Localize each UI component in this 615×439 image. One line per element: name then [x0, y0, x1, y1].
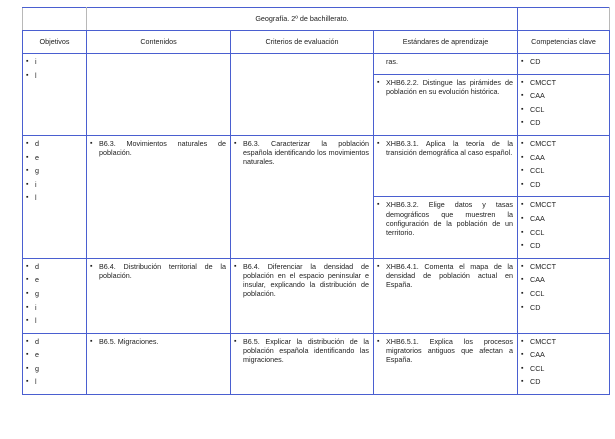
list-item — [374, 337, 513, 365]
competencias-cell — [518, 333, 610, 394]
bullet-icon: ▪ — [521, 105, 524, 113]
list-item — [518, 350, 605, 359]
bullet-icon: ▪ — [521, 214, 524, 222]
list-item — [518, 377, 605, 386]
estandar-text: XHB6.3.2. Elige datos y tasas demográficos que muestren la configuración de la población de un territorio. — [386, 200, 514, 237]
list-item — [518, 180, 605, 189]
bullet-icon: ▪ — [521, 337, 524, 345]
bullet-icon: ▪ — [26, 378, 29, 386]
list-item — [23, 153, 82, 162]
contenido-cell-text: B6.3. Movimientos naturales de población. — [99, 138, 226, 158]
list-item-text: d — [35, 138, 39, 148]
objetivos-list — [23, 54, 86, 87]
list-item — [87, 139, 226, 157]
bullet-icon: ▪ — [26, 71, 29, 79]
list-item — [23, 316, 82, 325]
list-item-text: CD — [530, 118, 541, 128]
competencias-cell — [518, 74, 610, 135]
bullet-icon: ▪ — [521, 78, 524, 86]
table-row — [23, 258, 610, 333]
list-item-text: CCL — [530, 227, 545, 237]
bullet-icon: ▪ — [26, 289, 29, 297]
list-item-text: CD — [530, 302, 541, 312]
list-item-text: CD — [530, 179, 541, 189]
bullet-icon: ▪ — [26, 180, 29, 188]
table-header-row — [23, 31, 610, 54]
table-row — [23, 135, 610, 196]
list-item-text: CD — [530, 377, 541, 387]
contenido-cell — [87, 258, 231, 333]
list-item — [374, 262, 513, 290]
bullet-icon: ▪ — [521, 180, 524, 188]
list-item — [23, 57, 82, 66]
list-item — [23, 364, 82, 373]
contenido-cell — [87, 333, 231, 394]
list-item — [23, 139, 82, 148]
list-item-text: g — [35, 363, 39, 373]
competencias-cell — [518, 197, 610, 258]
bullet-icon: ▪ — [26, 167, 29, 175]
bullet-icon: ▪ — [377, 262, 380, 270]
competencias-cell — [518, 135, 610, 196]
list-item — [23, 71, 82, 80]
list-item-text: l — [35, 70, 37, 80]
list-item — [518, 139, 605, 148]
contenido-cell — [87, 54, 231, 136]
list-item — [518, 118, 605, 127]
list-item-text: CD — [530, 57, 541, 66]
bullet-icon: ▪ — [377, 201, 380, 209]
objetivos-list — [23, 136, 86, 210]
criterio-cell-text: B6.3. Caracterizar la población española identificando los movimientos naturales. — [243, 138, 369, 167]
list-item-text: CD — [530, 241, 541, 251]
list-item — [23, 350, 82, 359]
estandar-cell — [374, 74, 518, 135]
table-row — [23, 54, 610, 75]
bullet-icon: ▪ — [521, 228, 524, 236]
list-item — [518, 57, 605, 66]
list-item-text: d — [35, 336, 39, 346]
competencias-list — [518, 334, 609, 394]
bullet-icon: ▪ — [521, 119, 524, 127]
header-competencias: Competencias clave — [518, 31, 610, 54]
list-item — [518, 153, 605, 162]
list-item — [518, 337, 605, 346]
objetivos-cell — [23, 258, 87, 333]
bullet-icon: ▪ — [26, 262, 29, 270]
bullet-icon: ▪ — [26, 337, 29, 345]
list-item-text: CAA — [530, 91, 545, 101]
list-item — [23, 166, 82, 175]
bullet-icon: ▪ — [521, 262, 524, 270]
contenido-cell — [87, 135, 231, 258]
list-item — [374, 139, 513, 157]
bullet-icon: ▪ — [521, 289, 524, 297]
bullet-icon: ▪ — [26, 364, 29, 372]
list-item — [518, 275, 605, 284]
list-item-text: e — [35, 275, 39, 285]
list-item — [518, 303, 605, 312]
table-title: Geografía. 2º de bachillerato. — [87, 8, 518, 31]
objetivos-list — [23, 334, 86, 394]
estandar-text: XHB6.2.2. Distingue las pirámides de población en su evolución histórica. — [386, 77, 514, 96]
criterio-cell — [231, 258, 374, 333]
bullet-icon: ▪ — [90, 262, 93, 270]
bullet-icon: ▪ — [234, 139, 237, 147]
list-item — [23, 337, 82, 346]
bullet-icon: ▪ — [521, 201, 524, 209]
objetivos-cell — [23, 333, 87, 394]
list-item — [518, 241, 605, 250]
header-objetivos: Objetivos — [23, 31, 87, 54]
list-item — [231, 139, 369, 167]
objetivos-cell — [23, 135, 87, 258]
list-item-text: CAA — [530, 275, 545, 285]
bullet-icon: ▪ — [521, 58, 524, 65]
table-title-row — [23, 8, 610, 31]
list-item — [518, 289, 605, 298]
criterio-cell — [231, 333, 374, 394]
contenido-cell-text: B6.5. Migraciones. — [99, 336, 159, 346]
list-item — [23, 180, 82, 189]
list-item — [374, 78, 513, 96]
competencias-cell — [518, 258, 610, 333]
bullet-icon: ▪ — [377, 337, 380, 345]
list-item — [23, 303, 82, 312]
list-item-text: CMCCT — [530, 138, 556, 148]
bullet-icon: ▪ — [90, 139, 93, 147]
list-item-text: CCL — [530, 104, 545, 114]
bullet-icon: ▪ — [521, 276, 524, 284]
bullet-icon: ▪ — [90, 337, 93, 345]
list-item — [518, 91, 605, 100]
list-item — [23, 289, 82, 298]
list-item-text: CAA — [530, 152, 545, 162]
estandar-cell — [374, 258, 518, 333]
list-item — [518, 105, 605, 114]
bullet-icon: ▪ — [26, 194, 29, 202]
objetivos-list — [23, 259, 86, 333]
list-item — [23, 275, 82, 284]
header-criterios: Criterios de evaluación — [231, 31, 374, 54]
list-item-text: i — [35, 302, 37, 312]
estandar-text: XHB6.4.1. Comenta el mapa de la densidad de población actual en España. — [386, 261, 514, 290]
list-item-text: d — [35, 261, 39, 271]
estandar-cell — [374, 135, 518, 196]
objetivos-cell — [23, 54, 87, 136]
estandar-cell — [374, 333, 518, 394]
list-item — [231, 262, 369, 299]
list-item — [518, 228, 605, 237]
contenido-cell-text: B6.4. Distribución territorial de la población. — [99, 261, 226, 280]
bullet-icon: ▪ — [26, 317, 29, 325]
bullet-icon: ▪ — [521, 351, 524, 359]
bullet-icon: ▪ — [26, 303, 29, 311]
bullet-icon: ▪ — [26, 351, 29, 359]
competencias-list — [518, 54, 609, 74]
bullet-icon: ▪ — [377, 78, 380, 86]
list-item — [231, 337, 369, 365]
list-item — [518, 200, 605, 209]
bullet-icon: ▪ — [234, 262, 237, 270]
list-item — [23, 193, 82, 202]
list-item-text: CAA — [530, 350, 545, 360]
list-item — [518, 214, 605, 223]
competencias-list — [518, 197, 609, 257]
list-item — [23, 262, 82, 271]
competencias-cell — [518, 54, 610, 75]
list-item-text: CCL — [530, 288, 545, 298]
list-item-text: g — [35, 166, 39, 176]
estandar-cell — [374, 197, 518, 258]
bullet-icon: ▪ — [26, 58, 29, 65]
header-contenidos: Contenidos — [87, 31, 231, 54]
list-item — [374, 57, 513, 66]
bullet-icon: ▪ — [521, 303, 524, 311]
curriculum-table — [22, 7, 610, 395]
bullet-icon: ▪ — [377, 139, 380, 147]
list-item — [23, 377, 82, 386]
bullet-icon: ▪ — [26, 276, 29, 284]
competencias-list — [518, 136, 609, 196]
list-item-text: l — [35, 377, 37, 387]
bullet-icon: ▪ — [521, 167, 524, 175]
competencias-list — [518, 75, 609, 135]
criterio-cell — [231, 54, 374, 136]
list-item-text: CMCCT — [530, 336, 556, 346]
estandar-text: XHB6.5.1. Explica los procesos migratorios antiguos que afectan a España. — [386, 336, 514, 365]
bullet-icon: ▪ — [234, 337, 237, 345]
list-item — [518, 166, 605, 175]
list-item-text: CAA — [530, 213, 545, 223]
list-item — [518, 262, 605, 271]
list-item-text: CMCCT — [530, 261, 556, 271]
list-item-text: CCL — [530, 166, 545, 176]
estandar-cell — [374, 54, 518, 75]
list-item-text: g — [35, 288, 39, 298]
bullet-icon: ▪ — [521, 92, 524, 100]
criterio-cell — [231, 135, 374, 258]
bullet-icon: ▪ — [521, 364, 524, 372]
list-item — [87, 262, 226, 280]
list-item — [518, 78, 605, 87]
bullet-icon: ▪ — [521, 378, 524, 386]
estandar-text: XHB6.3.1. Aplica la teoría de la transición demográfica al caso español. — [386, 138, 514, 158]
list-item-text: l — [35, 193, 37, 203]
list-item-text: CCL — [530, 363, 545, 373]
list-item — [87, 337, 226, 346]
list-item-text: CMCCT — [530, 77, 556, 87]
list-item-text: e — [35, 152, 39, 162]
competencias-list — [518, 259, 609, 319]
bullet-icon: ▪ — [521, 153, 524, 161]
list-item — [374, 200, 513, 237]
criterio-cell-text: B6.4. Diferenciar la densidad de población en el espacio peninsular e insular, explicando la distribución de población. — [243, 261, 369, 299]
criterio-cell-text: B6.5. Explicar la distribución de la población española identificando las migraciones. — [243, 336, 369, 365]
list-item-text: e — [35, 350, 39, 360]
list-item-text: i — [35, 179, 37, 189]
list-item-text: l — [35, 316, 37, 326]
estandar-text: ras. — [386, 57, 398, 66]
list-item-text: CMCCT — [530, 200, 556, 210]
header-estandares: Estándares de aprendizaje — [374, 31, 518, 54]
bullet-icon: ▪ — [521, 242, 524, 250]
list-item — [518, 364, 605, 373]
bullet-icon: ▪ — [26, 139, 29, 147]
table-row — [23, 333, 610, 394]
bullet-icon: ▪ — [26, 153, 29, 161]
bullet-icon: ▪ — [521, 139, 524, 147]
list-item-text: i — [35, 57, 37, 66]
